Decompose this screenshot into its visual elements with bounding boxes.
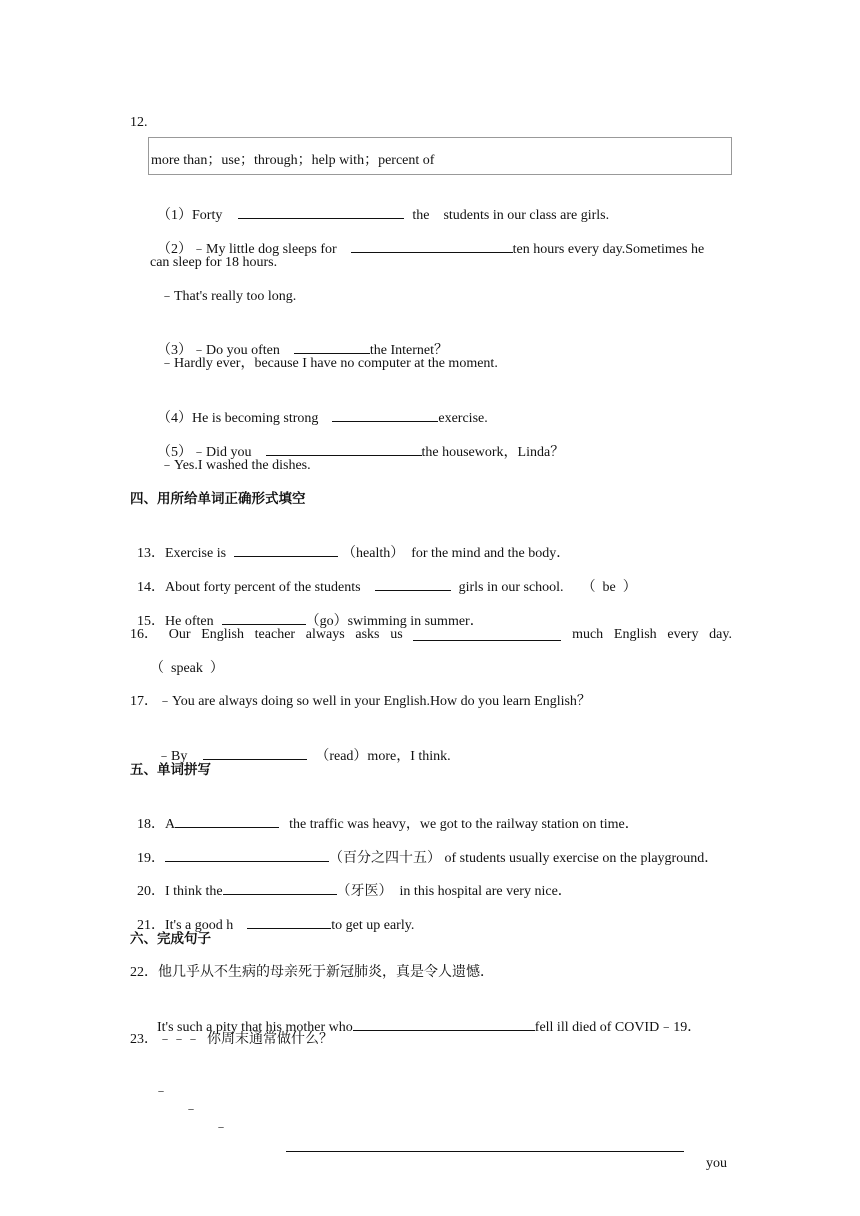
prompt-text: to get up early. xyxy=(331,918,415,933)
prompt-text: （go）swimming in summer． xyxy=(305,614,484,629)
answer-blank[interactable] xyxy=(175,813,279,828)
answer-blank[interactable] xyxy=(247,914,331,929)
prompt-text: 21．It's a good h xyxy=(137,918,234,933)
prompt-text: 20．I think the xyxy=(137,884,223,899)
prompt-text: （牙医） in this hospital are very nice． xyxy=(336,884,572,899)
section-heading: 五、单词拼写 xyxy=(130,762,211,778)
prompt-text: 18．A xyxy=(137,817,176,832)
prompt-text: much xyxy=(572,627,604,642)
question-17: 17．﹣You are always doing so well in your English.How do you learn English？ xyxy=(130,694,591,709)
prompt-text: （5）﹣Did you xyxy=(157,445,252,460)
prompt-text: English xyxy=(201,627,244,642)
prompt-text: girls in our school. xyxy=(458,580,564,595)
question-16 xyxy=(130,626,732,644)
prompt-text: fell ill died of COVID﹣19． xyxy=(534,1020,702,1035)
answer-blank[interactable] xyxy=(234,542,338,557)
prompt-text: （4）He is becoming strong xyxy=(157,411,319,426)
question-12-2-cont: can sleep for 18 hours. xyxy=(150,255,278,270)
prompt-text: （1）Forty xyxy=(157,208,223,223)
word-bank-text: more than；use；through；help with；percent of xyxy=(151,153,435,168)
prompt-text: asks xyxy=(355,627,380,642)
question-23: 23．﹣﹣﹣ 你周末通常做什么？ xyxy=(130,1032,333,1047)
answer-blank[interactable] xyxy=(413,626,561,641)
prompt-text: you xyxy=(706,1156,727,1171)
section-heading: 六、完成句子 xyxy=(130,931,211,947)
answer-blank[interactable] xyxy=(203,745,307,760)
answer-line: ﹣Hardly ever，because I have no computer at the moment. xyxy=(160,356,498,371)
dash-mark: ﹣ xyxy=(214,1120,228,1135)
prompt-text: ﹣By xyxy=(157,749,188,764)
question-number: 12. xyxy=(130,115,148,130)
prompt-text: teacher xyxy=(254,627,296,642)
answer-blank[interactable] xyxy=(351,238,513,253)
answer-blank[interactable] xyxy=(375,576,451,591)
hint-word: （ be ） xyxy=(581,580,637,595)
prompt-text: Our xyxy=(168,627,191,642)
answer-blank[interactable] xyxy=(332,407,438,422)
prompt-text: （health） for the mind and the body． xyxy=(342,546,571,561)
answer-blank[interactable] xyxy=(294,339,370,354)
prompt-text: 16． xyxy=(130,627,158,642)
question-23-answer xyxy=(150,1065,734,1171)
prompt-text: 15．He often xyxy=(137,614,214,629)
prompt-text: the traffic was heavy，we got to the railway station on time． xyxy=(289,817,639,832)
prompt-text: students in our class are girls. xyxy=(443,208,610,223)
prompt-text: （百分之四十五） of students usually exercise on the playground． xyxy=(329,851,719,866)
prompt-text: the xyxy=(412,208,430,223)
answer-blank[interactable] xyxy=(266,441,422,456)
answer-blank[interactable] xyxy=(238,204,404,219)
word-bank-box xyxy=(148,137,732,175)
section-heading: 四、用所给单词正确形式填空 xyxy=(130,491,306,507)
prompt-text: 13．Exercise is xyxy=(137,546,227,561)
answer-blank[interactable] xyxy=(286,1137,684,1152)
prompt-text: the housework，Linda？ xyxy=(421,445,565,460)
prompt-text: always xyxy=(305,627,345,642)
prompt-text: 19． xyxy=(137,851,165,866)
prompt-text: the Internet？ xyxy=(369,343,449,358)
prompt-text: day. xyxy=(709,627,732,642)
prompt-text: （read）more，I think. xyxy=(315,749,451,764)
answer-blank[interactable] xyxy=(223,880,337,895)
answer-blank[interactable] xyxy=(353,1016,535,1031)
prompt-text: us xyxy=(390,627,403,642)
prompt-text: （2）﹣My little dog sleeps for xyxy=(157,242,337,257)
answer-line: ﹣Yes.I washed the dishes. xyxy=(160,458,311,473)
answer-line: ﹣That's really too long. xyxy=(160,289,297,304)
hint-word: （ speak ） xyxy=(150,661,224,676)
prompt-text: It's such a pity that his mother who xyxy=(157,1020,353,1035)
prompt-text: every xyxy=(667,627,699,642)
prompt-text: exercise. xyxy=(438,411,488,426)
answer-blank[interactable] xyxy=(222,610,306,625)
prompt-text: （3）﹣Do you often xyxy=(157,343,280,358)
dash-mark: ﹣ xyxy=(154,1084,168,1099)
prompt-text: ten hours every day.Sometimes he xyxy=(512,242,705,257)
dash-mark: ﹣ xyxy=(184,1102,198,1117)
prompt-text: 14．About forty percent of the students xyxy=(137,580,361,595)
answer-blank[interactable] xyxy=(165,847,329,862)
question-22: 22．他几乎从不生病的母亲死于新冠肺炎，真是令人遗憾． xyxy=(130,965,494,980)
prompt-text: English xyxy=(613,627,657,642)
